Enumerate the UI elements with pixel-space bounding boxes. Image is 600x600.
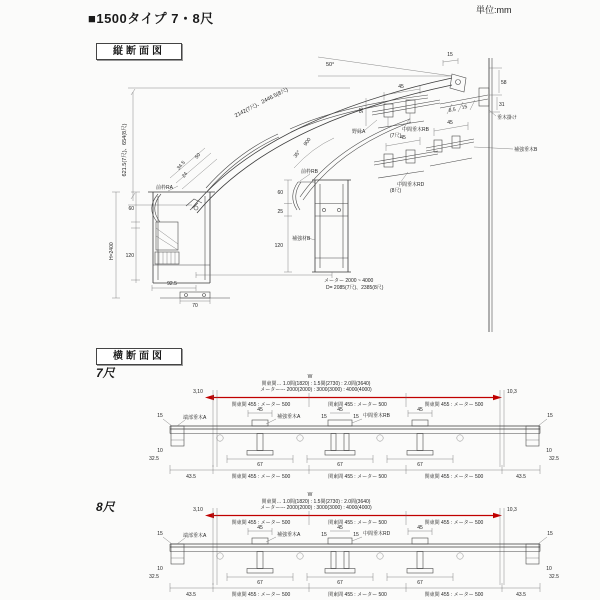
label-taruki-kake: 垂木掛け [497,115,518,121]
left-column [109,184,230,309]
dim-10: 10 [157,448,163,454]
kanto-span-line: 関東間… 1.0間(1820) : 1.5間(2730) : 2.0間(3640) [261,381,371,387]
dim-67: 67 [337,580,343,586]
right-column [196,168,384,291]
dim-35deg: 35° [292,149,302,160]
dim-15: 15 [157,413,163,419]
label-end-rafter: 端部垂木A [183,533,207,539]
dim-15: 15 [321,532,327,538]
dim-70: 70 [192,303,198,309]
label-mid-rafter-rb: 中間垂木RB [402,127,429,133]
label-front-frame-ra: 前枠RA [156,185,173,191]
height-dimension [120,88,350,205]
dim-10: 10 [546,448,552,454]
t-rafter-right [387,407,453,468]
span-segment: 関東間 455 : メーター 500 [424,402,484,408]
dim-50deg: 50° [326,62,335,68]
dim-15: 15 [547,413,553,419]
arc-radius-dimension [293,137,334,168]
cross-section-7shaku [149,374,559,480]
rafter-detail-hokyo-b [426,120,538,166]
dim-3-10: 3,10 [193,389,203,395]
label-hokyo-rafter: 補強垂木A [277,414,301,420]
wall-and-rafter-hanger [440,58,517,332]
dim-10-3: 10,3 [507,507,517,513]
dim-60: 60 [277,190,283,196]
heading-8shaku: 8尺 [96,500,115,514]
dim-45: 45 [417,407,423,413]
span-segment: 関東間 455 : メーター 500 [424,520,484,526]
roof-curves [192,78,452,213]
w-label: W [307,492,313,498]
dim-34-5: 34.5 [175,159,187,172]
section-label-vertical: 縦断面図 [96,43,182,60]
span-segment: 関東間 455 : メーター 500 [328,402,387,408]
dim-45: 45 [257,525,263,531]
span-segment: 関東間 455 : メーター 500 [424,592,484,598]
dim-31: 31 [499,102,505,108]
dim-8-5: 8.5 [448,106,457,114]
dim-10: 10 [546,566,552,572]
dim-43-5: 43.5 [186,474,196,480]
label-mid-rafter-rb-size: (7尺) [390,133,402,139]
heading-7shaku: 7尺 [96,366,115,380]
label-mid-rafter-rd-size: (8尺) [390,188,402,194]
dim-25: 25 [277,209,283,215]
dim-45: 45 [447,120,453,126]
dim-67: 67 [417,580,423,586]
span-segment: 関東間 455 : メーター 500 [231,592,291,598]
bottom-dimension-row [170,465,540,480]
dim-92-5: 92.5 [167,281,177,287]
dim-r900: 900 [302,136,313,148]
span-segment: 関東間 455 : メーター 500 [231,474,291,480]
dim-67: 67 [417,462,423,468]
dim-43-5: 43.5 [516,474,526,480]
dim-67: 67 [257,580,263,586]
span-segment: 関東間 455 : メーター 500 [328,520,387,526]
dim-43-5: 43.5 [516,592,526,598]
t-rafter-right [387,525,453,586]
label-mid-rafter: 中間垂木RD [363,531,391,537]
dim-15: 15 [353,414,359,420]
dim-15: 15 [353,532,359,538]
dim-10-3: 10,3 [507,389,517,395]
label-end-rafter: 端部垂木A [183,415,207,421]
roof-slab [170,544,540,564]
span-segment: 関東間 455 : メーター 500 [328,474,387,480]
dim-120: 120 [274,243,283,249]
label-nobuchi-a: 野縁A [352,129,366,135]
dim-10: 10 [157,566,163,572]
span-segment: 関東間 455 : メーター 500 [328,592,387,598]
label-mid-rafter-rd: 中間垂木RD [397,182,425,188]
dim-h2400: H=2400 [109,242,115,260]
dim-15: 15 [547,531,553,537]
label-hokyo-rafter: 補強垂木A [277,532,301,538]
dim-15: 15 [461,104,468,111]
dim-96: 96 [359,107,365,113]
cross-section-8shaku [149,492,559,598]
span-segment: 関東間 455 : メーター 500 [424,474,484,480]
roof-outer-curve [192,78,452,208]
dim-roof-height: 621.5(7尺)、654(8尺) [122,123,128,177]
section-label-cross: 横断面図 [96,348,182,365]
span-segment: 関東間 455 : メーター 500 [231,520,291,526]
dim-depth: D= 2085(7尺)、2385(8尺) [326,285,384,291]
dim-45: 45 [400,135,406,141]
meter-span-line: メーター--- 2000(2000) : 3000(3000) : 4000(4000) [260,387,372,393]
page-title: ■1500タイプ 7・8尺 [88,11,214,26]
dim-67: 67 [257,462,263,468]
roof-slab [170,426,540,446]
meter-span-line: メーター--- 2000(2000) : 3000(3000) : 4000(4000) [260,505,372,511]
panel-lines [170,426,540,429]
dim-32-5: 32.5 [549,456,559,462]
top-angle-dimension [318,52,466,92]
dim-43-5: 43.5 [186,592,196,598]
label-hokyo-zai-b: 補強材B [292,236,311,242]
unit-label: 単位:mm [476,5,512,15]
dim-32-5: 32.5 [549,574,559,580]
dim-meter-range: メーター 2000 ~ 4000 [324,278,374,284]
w-label: W [307,374,313,380]
label-hokyo-taruki-b: 補強垂木B [514,147,538,153]
dim-60: 60 [128,206,134,212]
label-mid-rafter: 中間垂木RB [363,413,390,419]
dim-32-5: 32.5 [149,456,159,462]
label-front-frame-rb: 前枠RB [301,169,318,175]
dim-45: 45 [337,525,343,531]
dim-32-5: 32.5 [149,574,159,580]
dim-24: 24 [180,171,190,180]
dim-peak-15: 15 [447,52,453,58]
dim-45: 45 [417,525,423,531]
dim-120: 120 [125,253,134,259]
dim-45: 45 [257,407,263,413]
rafter-detail-8shaku [374,135,438,194]
dim-58: 58 [501,80,507,86]
panel-lines [170,544,540,547]
dim-67: 67 [337,462,343,468]
bottom-dimension-row [170,583,540,598]
vertical-section-drawing [109,52,538,332]
dim-45: 45 [398,84,404,90]
roof-inner-curve [197,85,452,213]
dim-45: 45 [337,407,343,413]
dim-15: 15 [157,531,163,537]
dim-curve-length: 2142(7尺)、2446.5(8尺) [233,87,290,120]
span-segment: 関東間 455 : メーター 500 [231,402,291,408]
dim-3-10: 3,10 [193,507,203,513]
dim-15: 15 [321,414,327,420]
kanto-span-line: 関東間… 1.0間(1820) : 1.5間(2730) : 2.0間(3640) [261,499,371,505]
dim-50: 50 [193,152,203,161]
